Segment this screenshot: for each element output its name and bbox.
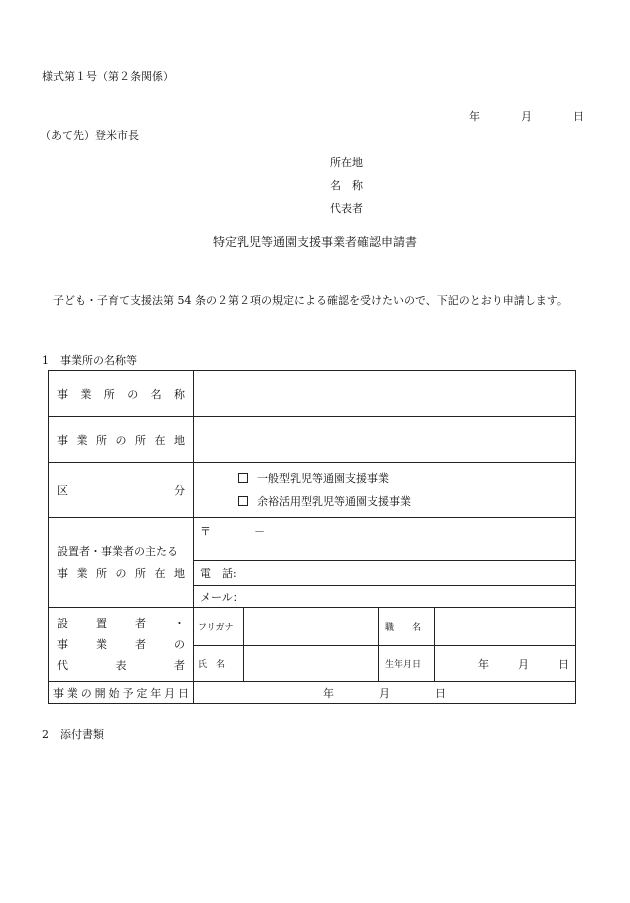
applicant-address-label: 所在地 bbox=[330, 156, 363, 169]
representative-label-line2: 事業者の bbox=[57, 638, 185, 651]
mail-field[interactable] bbox=[194, 586, 576, 608]
row-facility-location bbox=[49, 417, 576, 463]
facility-name-field[interactable] bbox=[194, 371, 576, 417]
row-main-office-postal bbox=[49, 518, 576, 561]
representative-label-line1: 設置者・ bbox=[57, 617, 185, 630]
representative-label-line3: 代表者 bbox=[57, 659, 185, 672]
facility-location-field[interactable] bbox=[194, 417, 576, 463]
furigana-field[interactable] bbox=[244, 608, 379, 646]
birthdate-field[interactable] bbox=[435, 646, 576, 682]
document-title: 特定乳児等通園支援事業者確認申請書 bbox=[212, 235, 417, 249]
start-day: 日 bbox=[435, 686, 446, 700]
category-option-spare-capacity-label: 余裕活用型乳児等通園支援事業 bbox=[257, 495, 411, 508]
section-2-heading: 2 添付書類 bbox=[42, 728, 104, 741]
facility-table bbox=[48, 370, 576, 704]
date-year: 年 bbox=[469, 110, 480, 123]
postal-dash: － bbox=[254, 525, 265, 538]
position-field[interactable] bbox=[435, 608, 576, 646]
facility-location-label: 事業所の所在地 bbox=[57, 433, 185, 447]
tel-field[interactable] bbox=[194, 561, 576, 586]
category-option-general[interactable] bbox=[194, 467, 575, 490]
birthdate-label: 生年月日 bbox=[379, 646, 435, 682]
start-month: 月 bbox=[379, 686, 390, 700]
start-year: 年 bbox=[323, 686, 334, 700]
row-start-date bbox=[49, 682, 576, 704]
main-office-label-line1: 設置者・事業者の主たる bbox=[57, 544, 178, 558]
position-label: 職 名 bbox=[379, 608, 435, 646]
postal-code-field[interactable] bbox=[194, 518, 576, 561]
row-facility-name bbox=[49, 371, 576, 417]
applicant-representative-label: 代表者 bbox=[330, 202, 363, 215]
birth-year: 年 bbox=[478, 657, 489, 671]
start-date-field[interactable] bbox=[194, 682, 576, 704]
birth-day: 日 bbox=[558, 657, 569, 671]
form-number: 様式第１号（第２条関係） bbox=[42, 70, 174, 83]
birth-month: 月 bbox=[518, 657, 529, 671]
name-label: 氏 名 bbox=[194, 646, 244, 682]
applicant-name-label: 名 称 bbox=[330, 179, 363, 192]
category-option-general-label: 一般型乳児等通園支援事業 bbox=[257, 472, 389, 485]
main-office-label-line2: 事業所の所在地 bbox=[57, 566, 185, 580]
application-statement: 子ども・子育て支援法第 54 条の２第２項の規定による確認を受けたいので、下記のとおり申請します。 bbox=[53, 294, 568, 307]
checkbox-spare-capacity[interactable] bbox=[238, 496, 248, 506]
row-representative-furigana bbox=[49, 608, 576, 646]
category-label: 区分 bbox=[57, 484, 185, 497]
category-option-spare-capacity[interactable] bbox=[194, 490, 575, 513]
name-field[interactable] bbox=[244, 646, 379, 682]
date-month: 月 bbox=[521, 110, 532, 123]
start-date-label: 事業の開始予定年月日 bbox=[53, 686, 189, 700]
row-category bbox=[49, 463, 576, 518]
section-1-heading: 1 事業所の名称等 bbox=[42, 354, 137, 367]
checkbox-general[interactable] bbox=[238, 473, 248, 483]
date-day: 日 bbox=[573, 110, 584, 123]
addressee: （あて先）登米市長 bbox=[40, 129, 139, 142]
furigana-label: フリガナ bbox=[194, 608, 244, 646]
applicant-block bbox=[330, 151, 363, 220]
tel-label: 電 話: bbox=[200, 567, 237, 580]
facility-name-label: 事業所の名称 bbox=[57, 387, 185, 401]
mail-label: メール： bbox=[200, 590, 244, 604]
application-date bbox=[469, 108, 584, 124]
postal-mark: 〒 bbox=[200, 525, 211, 538]
